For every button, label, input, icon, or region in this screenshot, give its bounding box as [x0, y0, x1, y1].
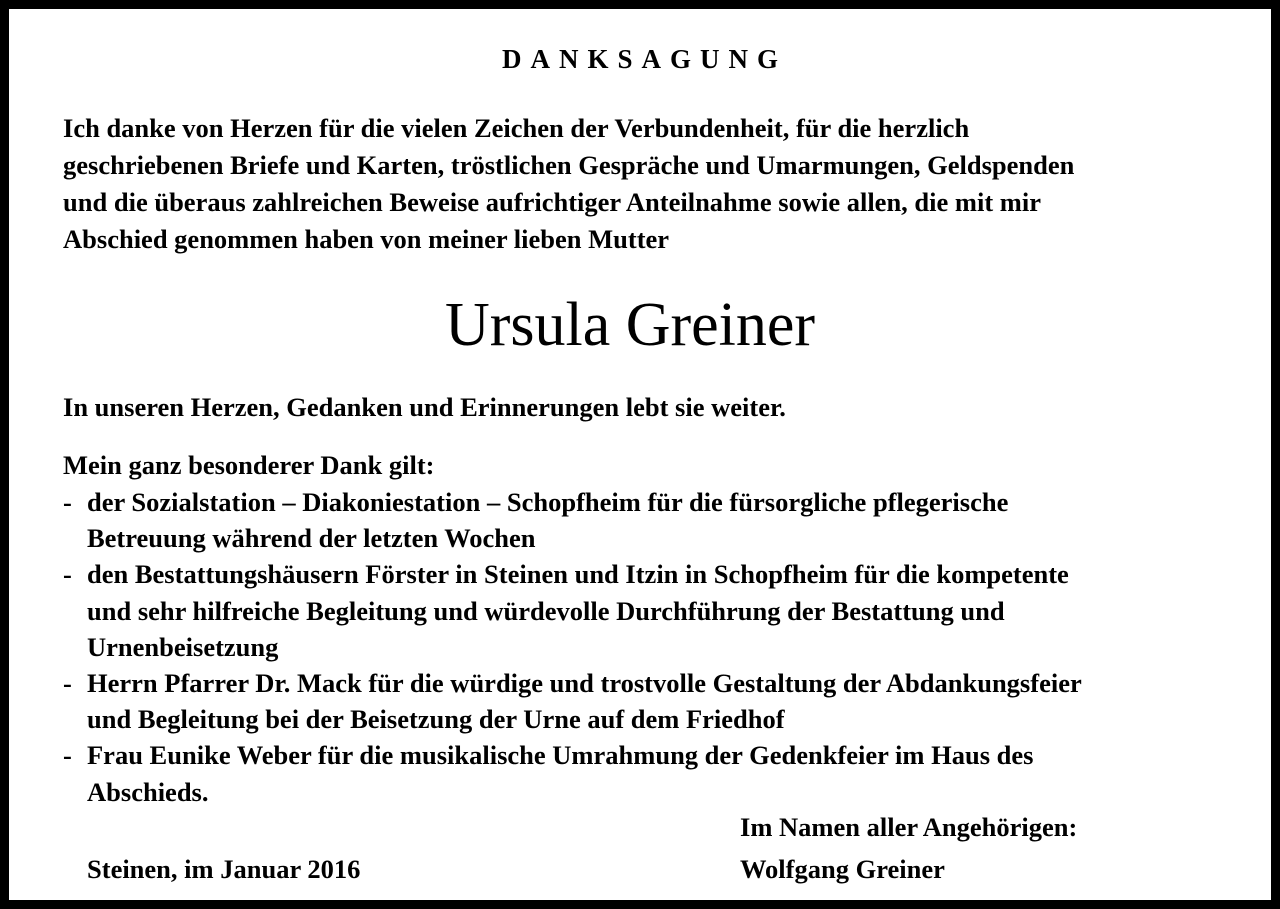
notice-heading: DANKSAGUNG	[501, 44, 787, 74]
thanks-item-social-station	[63, 484, 1263, 556]
thanks-intro: Mein ganz besonderer Dank gilt:	[63, 450, 435, 480]
intro-line: Ich danke von Herzen für die vielen Zeichen der Verbundenheit, für die herzlich	[63, 113, 970, 143]
thanks-item-line: Frau Eunike Weber für die musikalische Umrahmung der Gedenkfeier im Haus des	[87, 740, 1034, 771]
thanks-item-line: und Begleitung bei der Beisetzung der Urne auf dem Friedhof	[87, 704, 785, 735]
signature-label: Im Namen aller Angehörigen:	[740, 812, 1078, 842]
thanks-item-line: Herrn Pfarrer Dr. Mack für die würdige und trostvolle Gestaltung der Abdankungsfeier	[87, 668, 1082, 699]
thanks-item-line: Urnenbeisetzung	[87, 631, 279, 662]
intro-line: und die überaus zahlreichen Beweise aufrichtiger Anteilnahme sowie allen, die mit mir	[63, 187, 1042, 217]
thanks-item-line: Abschieds.	[87, 776, 209, 807]
bullet-dash: -	[63, 668, 72, 699]
bullet-dash: -	[63, 559, 72, 590]
thanks-item-music	[63, 737, 1263, 809]
thanks-item-funeral-homes	[63, 556, 1263, 665]
thanks-list	[63, 484, 1263, 810]
thanks-item-pastor	[63, 665, 1263, 737]
thanks-item-line: den Bestattungshäusern Förster in Steinen und Itzin in Schopfheim für die kompetente	[87, 559, 1069, 590]
intro-line: Abschied genommen haben von meiner lieben Mutter	[63, 224, 670, 254]
deceased-name: Ursula Greiner	[444, 291, 816, 359]
place-date: Steinen, im Januar 2016	[87, 854, 361, 884]
thanks-item-line: der Sozialstation – Diakoniestation – Schopfheim für die fürsorgliche pflegerische	[87, 487, 1009, 517]
intro-paragraph	[63, 110, 1243, 258]
bullet-dash: -	[63, 740, 72, 771]
memorial-motto: In unseren Herzen, Gedanken und Erinnerungen lebt sie weiter.	[63, 392, 786, 422]
intro-line: geschriebenen Briefe und Karten, tröstlichen Gespräche und Umarmungen, Geldspenden	[63, 150, 1075, 180]
thanks-item-line: und sehr hilfreiche Begleitung und würdevolle Durchführung der Bestattung und	[87, 595, 1005, 626]
bullet-dash: -	[63, 487, 72, 517]
signer-name: Wolfgang Greiner	[740, 854, 945, 884]
thanks-item-line: Betreuung während der letzten Wochen	[87, 523, 536, 554]
